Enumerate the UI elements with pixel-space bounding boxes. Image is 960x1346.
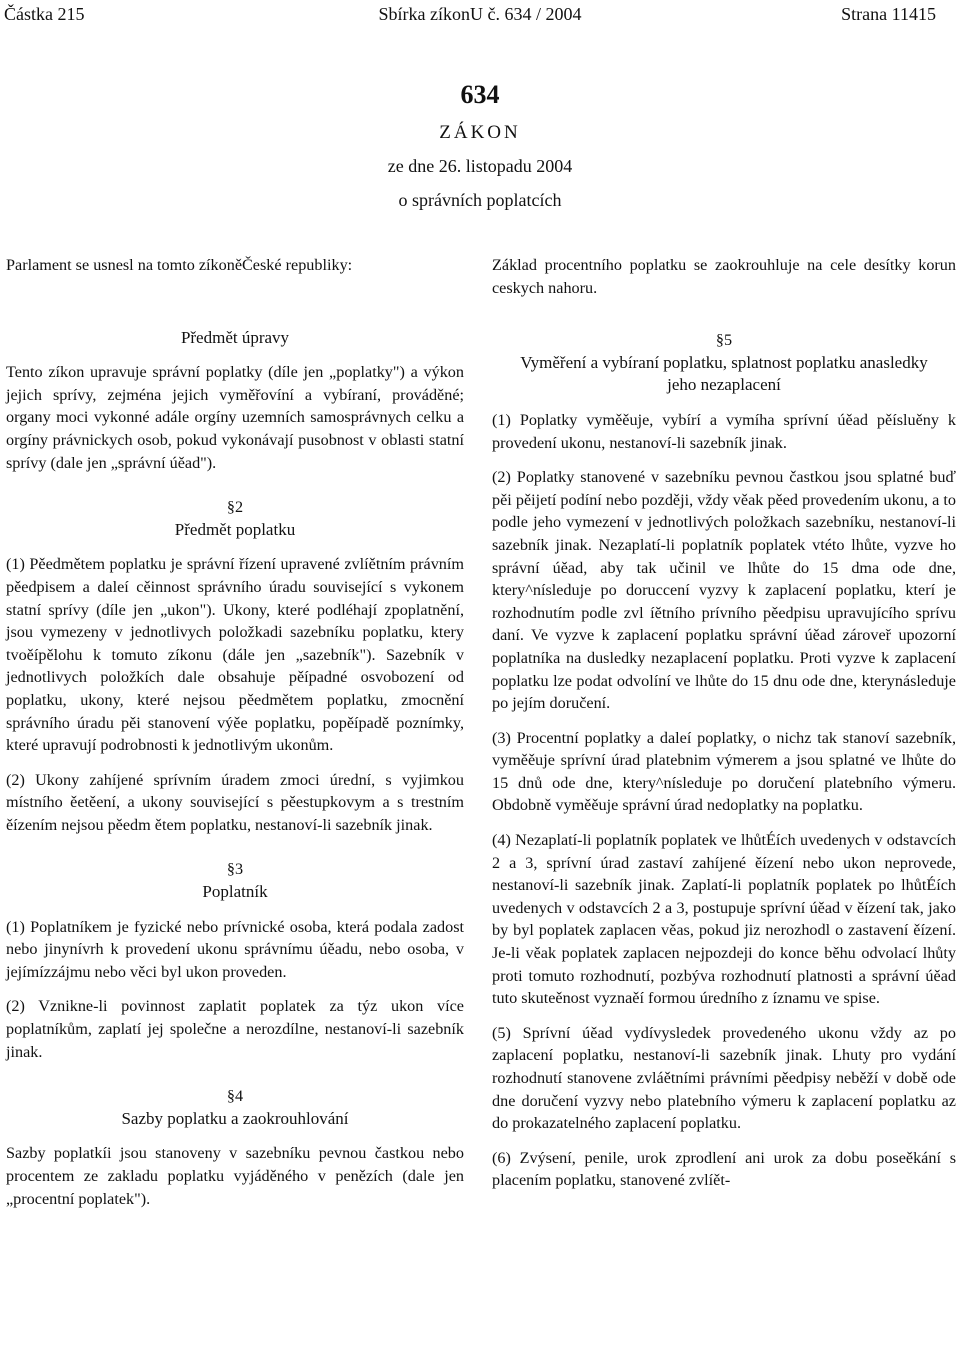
section-5-paragraph-2: (2) Poplatky stanovené v sazebníku pevnou častkou jsou splatné buď pěi pěijetí podíní nebo později, vždy věak pěed provedením ukonu, a to podle jeho vymezení v jednotlivých položkach sazebníku, nestanoví-li sazebník jinak. Nezaplatí-li poplatník poplatek vtéto lhůte, vyzve ho správní úěad, aby tak učinil ve lhůte do 15 dma ode dne, ktery^nísleduje po doruccení vyzvy k zaplacení poplatku, kterí je rozhodnutím podle zvl íětního prívního pěedpisu upravujícího sprívu daní. Ve vyzve k zaplacení poplatku správní úěad zároveř upozorní poplatníka na dusledky nezaplacení poplatku. Proti vyzve k zaplacení poplatku lze podat odvolíní ve lhůte do 15 dnu ode dne, kterynásleduje po jejím doručení. <box>492 468 956 713</box>
section-2-paragraph-1: (1) Pěedmětem poplatku je správní řízení upravené zvlíětním právním pěedpisem a daleí cěinnost správního úradu související s vykonem statní sprívy (díle jen „ukon"). Ukony, které podléhají zpoplatnění, jsou vymezeny v jednotlivych položkadi sazebníku poplatku, ktery tvoěípělohu k tomuto zíkonu (dále jen „sazebník"). Sazebník v jednotlivych položkích dale obsahuje pěípadné osvobození od poplatku, ukony, které nejsou pěedmětem poplatku, zmocnění správního úradu pěi stanovení výěe poplatku, popěípadě poznímky, které upravují podrobnosti k jednotlivým ukonům. <box>6 555 464 755</box>
section-5-paragraph-5: (5) Sprívní úěad vydívysledek provedeného ukonu vždy az po zaplacení poplatku, nestanoví-li sazebník jinak. Lhuty pro vydání rozhodnutí stanovene zvláětními právními pěedpisy neběží v době ode dne doručení vyzvy nebo platebního výmeru k zaplacení poplatku az do prokazatelného zaplacení poplatku. <box>492 1023 956 1133</box>
header-right: Strana 11415 <box>841 4 936 24</box>
section-2-paragraph-2: (2) Ukony zahíjené sprívním úradem zmoci úrední, s vyjimkou místního ěetěení, a ukony související s pěestupkovym a s trestním ěízením nejsou pěedm ětem poplatku, nestanoví-li sazebník jinak. <box>6 770 464 834</box>
section-5-paragraph-1: (1) Poplatky vyměěuje, vybírí a vymíha sprívní úěad pěísluěny k provedení ukonu, nestanoví-li sazebník jinak. <box>492 410 956 452</box>
section-4-paragraph-1: Sazby poplatkíi jsou stanoveny v sazebníku pevnou častkou nebo procentem ze zakladu poplatku vyjáděného v penězích (dale jen „procentní poplatek"). <box>6 1144 464 1208</box>
section-5-heading: Vyměření a vybíraní poplatku, splatnost poplatku anasledky jeho nezaplacení <box>520 352 928 395</box>
section-1-text: Tento zíkon upravuje správní poplatky (díle jen „poplatky") a výkon jejich sprívy, zejména jejich vyměřovíní a vybíraní, prováděné; organy moci vykonné adále orgíny uzemních samosprávnych celku a orgíny právnickych osob, pokud vykonávají pusobnost v oblasti statní sprívy (dale jen „správní úěad"). <box>6 363 464 472</box>
section-5-paragraph-6: (6) Zvýsení, penile, urok zprodlení ani urok za dobu poseěkání s placením poplatku, stanovené zvlíět- <box>492 1148 956 1190</box>
act-subject: o správních poplatcích <box>398 190 562 210</box>
section-3-paragraph-1: (1) Poplatníkem je fyzické nebo prívnické osoba, která podala zadost nebo jinynívrh k provedení ukonu správnímu úěadu, nebo osoba, v jejímízzájmu nebo věci byl ukon proveden. <box>6 917 464 981</box>
header-center: Sbírka zíkonU č. 634 / 2004 <box>378 4 582 24</box>
section-2-heading: Předmět poplatku <box>174 519 296 539</box>
section-3-mark: §3 <box>226 860 244 879</box>
left-column <box>6 254 464 1210</box>
section-3-paragraph-2: (2) Vznikne-li povinnost zaplatit poplatek za týz ukon více poplatníkům, zaplatí jej společne a nerozdílne, nestanoví-li sazebník jinak. <box>6 997 464 1061</box>
section-5-paragraph-3: (3) Procentní poplatky a daleí poplatky, o nichz tak stanoví sazebník, vyměěuje sprívní úrad platebnim výmerem a jsou splatné ve lhůte do 15 dnů ode dne, ktery^nísleduje po doručení platebního výmeru. Obdobně vyměěuje správní úrad nedoplatky na poplatku. <box>492 728 956 815</box>
right-column <box>492 254 956 1192</box>
rounding-paragraph: Základ procentního poplatku se zaokrouhluje na cele desítky korun ceskych nahoru. <box>492 256 956 297</box>
act-number: 634 <box>460 80 500 109</box>
header-left: Částka 215 <box>4 4 85 24</box>
section-3-heading: Poplatník <box>202 882 268 902</box>
section-4-heading: Sazby poplatku a zaokrouhlování <box>121 1108 349 1128</box>
section-5-mark: §5 <box>715 331 733 350</box>
act-date: ze dne 26. listopadu 2004 <box>387 156 573 176</box>
section-4-mark: §4 <box>226 1087 244 1106</box>
act-kind: ZÁKON <box>439 122 521 143</box>
section-1-heading: Předmět úpravy <box>180 327 290 347</box>
section-2-mark: §2 <box>226 498 244 517</box>
intro-paragraph: Parlament se usnesl na tomto zíkoněČeské republiky: <box>6 256 353 274</box>
section-5-paragraph-4: (4) Nezaplatí-li poplatník poplatek ve lhůtÉích uvedenych v odstavcích 2 a 3, sprívní úrad zastaví zahíjené ěízení nebo ukon neprovede, nestanoví-li sazebník jinak. Zaplatí-li poplatník poplatek po lhůtÉích uvedenych v odstavcích 2 a 3, postupuje sprívní úěad v ěízení tak, jako by byl poplatek zaplacen věas, pokud jiz nerozhodl o zastavení ěízení. Je-li věak poplatek zaplacen nejpozdeji do konce běhu odvolací lhůty proti tomuto rozhodnutí, pozbýva rozhodnutí platnosti a správní úěad tuto skuteěnost vyznaěí formou úredního z íznamu ve spise. <box>492 831 956 1008</box>
